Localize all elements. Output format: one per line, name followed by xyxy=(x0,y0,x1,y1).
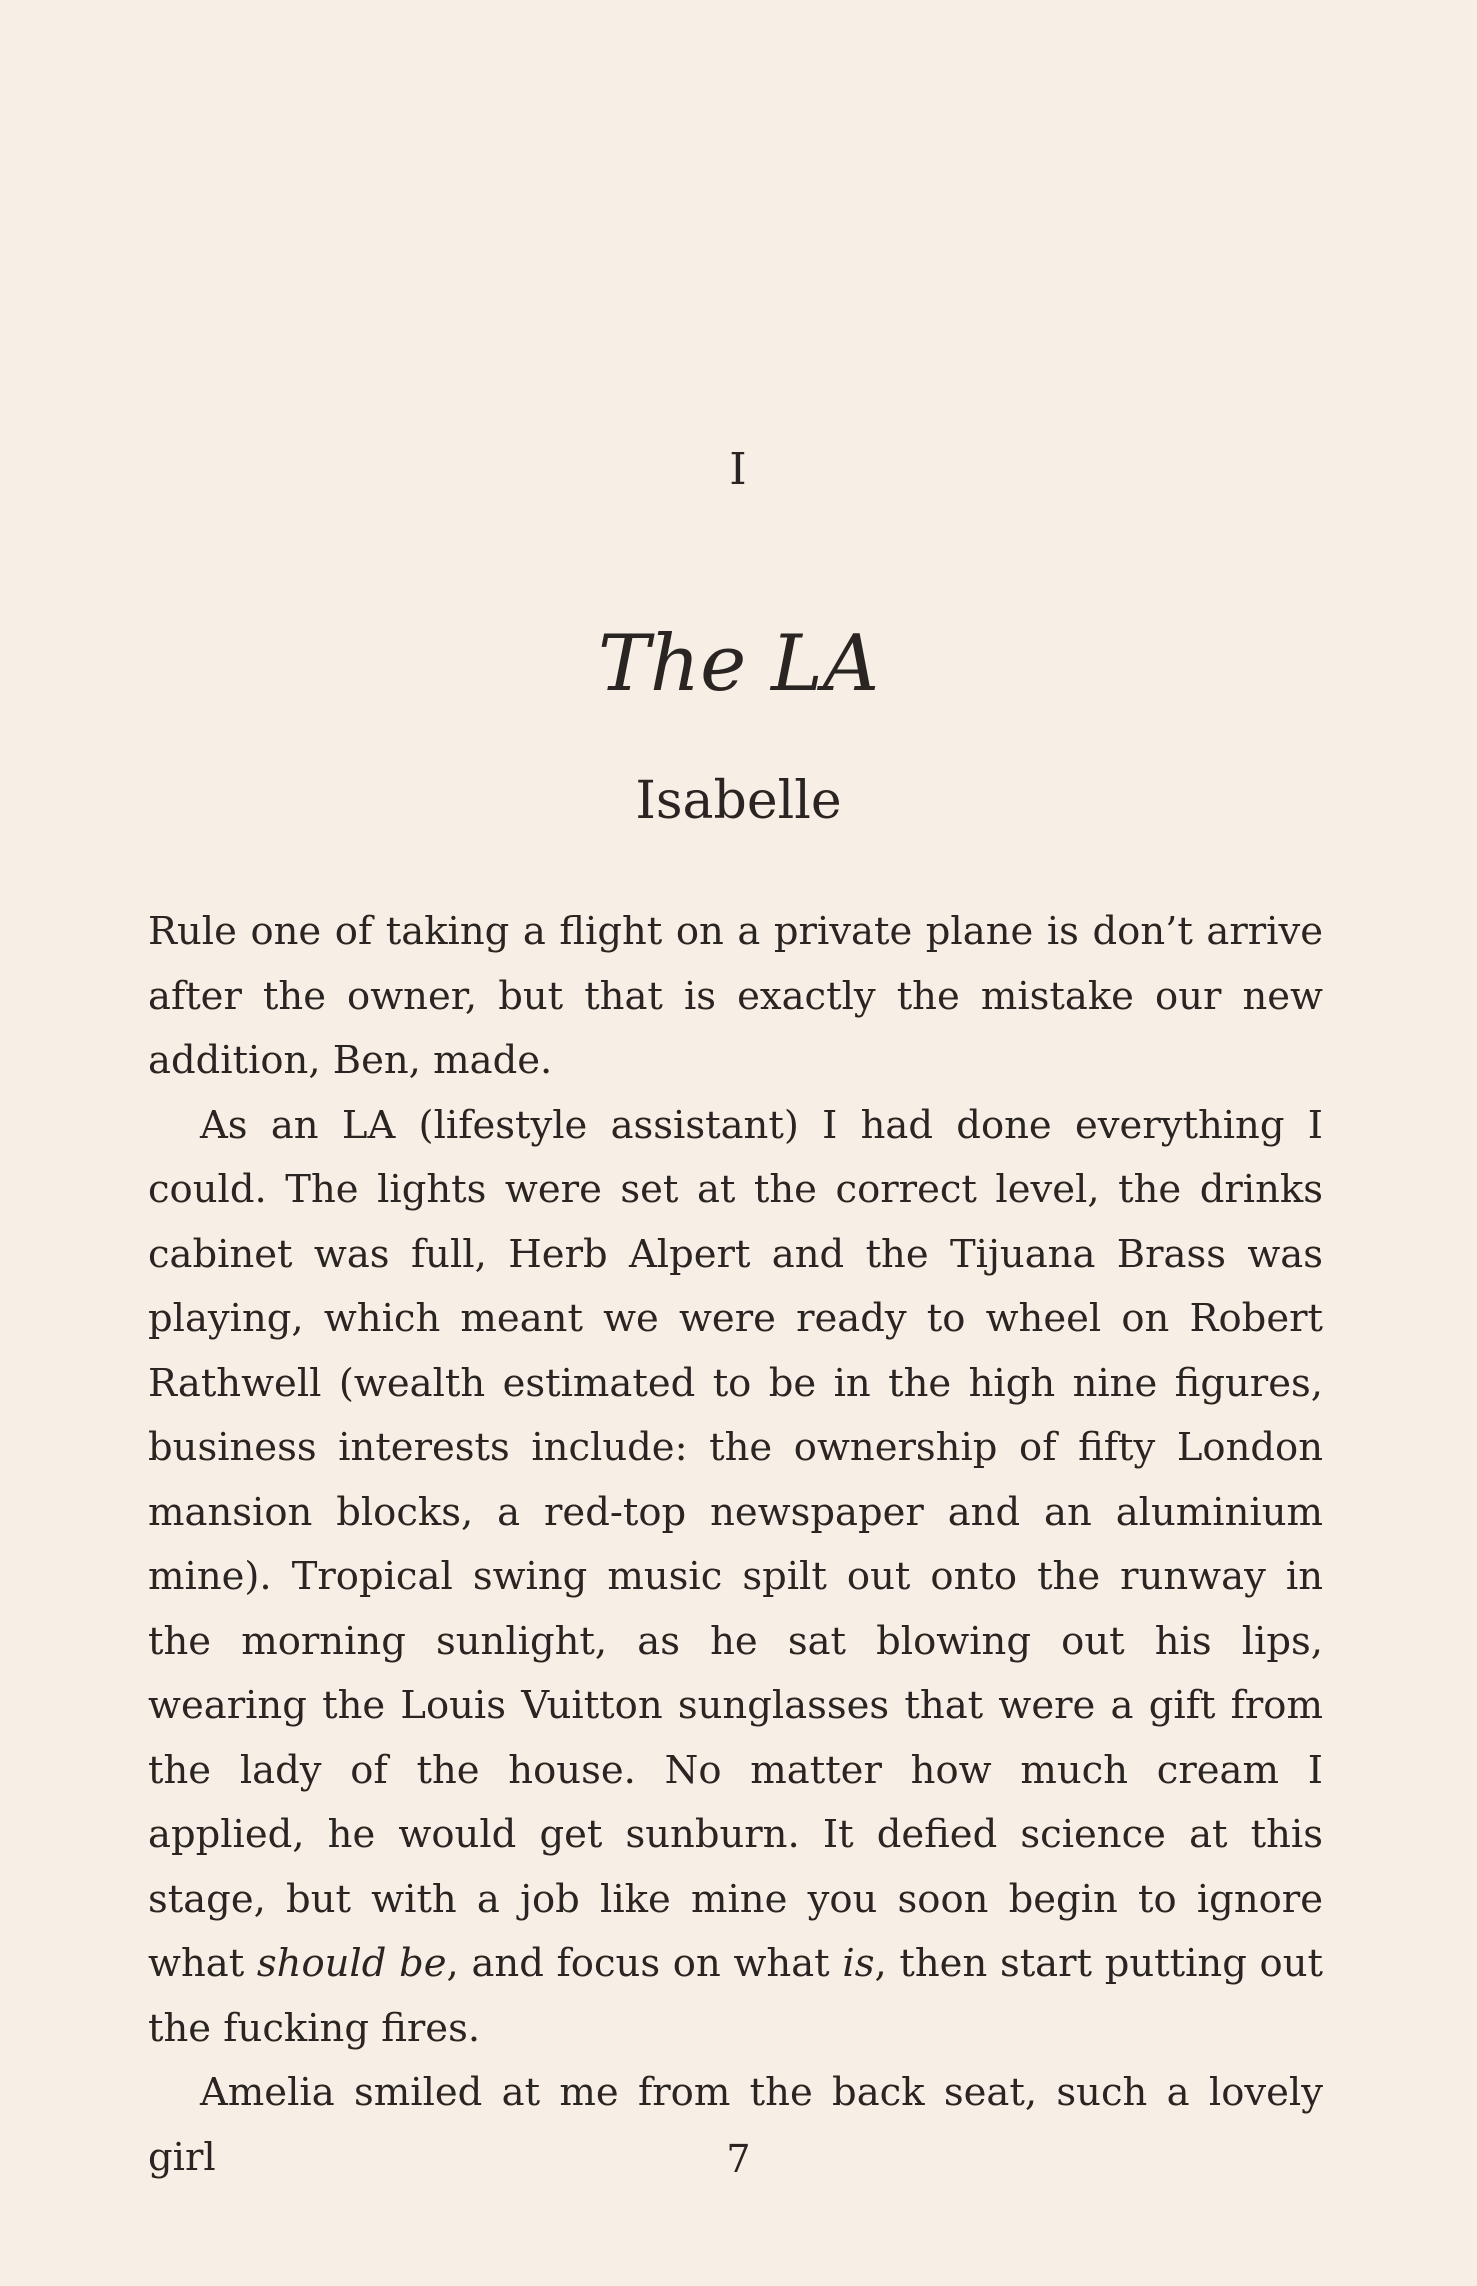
body-text xyxy=(148,900,1323,2190)
chapter-title: The LA xyxy=(597,619,880,709)
paragraph-2-emphasis-1: should be xyxy=(256,1941,447,1986)
chapter-number: I xyxy=(729,444,748,495)
paragraph-2 xyxy=(148,1094,1323,2062)
chapter-subtitle: Isabelle xyxy=(635,771,842,831)
paragraph-2-text-end: , then start putting out the fucking fires. xyxy=(148,1941,1323,2051)
page-number: 7 xyxy=(726,2137,751,2181)
paragraph-2-text-mid: , and focus on what xyxy=(446,1941,843,1986)
paragraph-2-emphasis-2: is xyxy=(842,1941,875,1986)
paragraph-3: Amelia smiled at me from the back seat, such a lovely girl xyxy=(148,2070,1323,2180)
paragraph-1: Rule one of taking a flight on a private plane is don’t arrive after the owner, but that is exactly the mistake our new addition, Ben, made. xyxy=(148,909,1323,1083)
paragraph-2-text: As an LA (lifestyle assistant) I had done everything I could. The lights were set at the correct level, the drinks cabinet was full, Herb Alpert and the Tijuana Brass was playing, which meant we were ready to wheel on Robert Rathwell (wealth estimated to be in the high nine figures, business interests include: the ownership of fifty London mansion blocks, a red-top newspaper and an aluminium mine). Tropical swing music spilt out onto the runway in the morning sunlight, as he sat blowing out his lips, wearing the Louis Vuitton sunglasses that were a gift from the lady of the house. No matter how much cream I applied, he would get sunburn. It defied science at this stage, but with a job like mine you soon begin to ignore what xyxy=(148,1102,1323,1986)
